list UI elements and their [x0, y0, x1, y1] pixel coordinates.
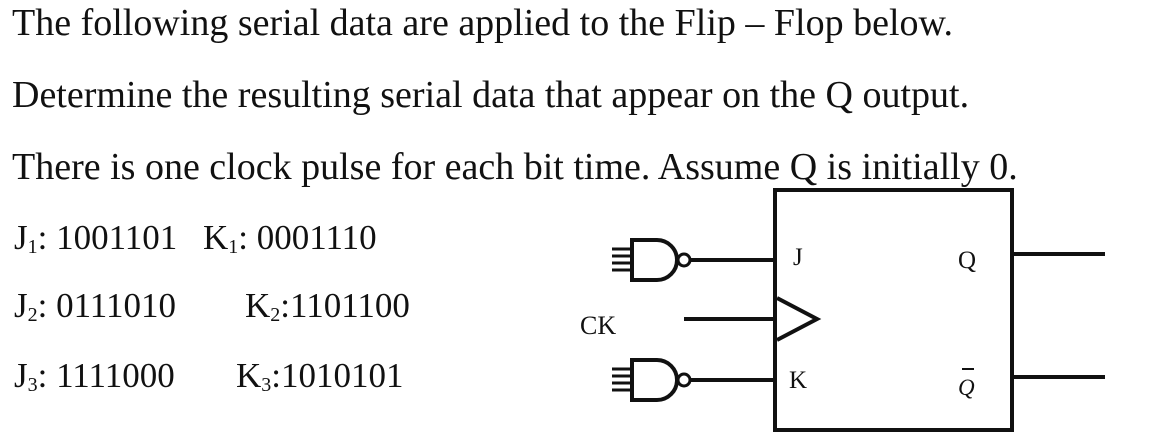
j3-subscript: 3	[27, 374, 38, 396]
j3-sequence: $J_3$: 1111000	[14, 356, 175, 396]
k3-value: 1010101	[281, 356, 404, 395]
j1-label: J	[14, 218, 28, 257]
clock-triangle	[777, 298, 817, 340]
j3-value: 1111000	[56, 356, 175, 395]
k1-sequence: $K_1$: 0001110	[203, 218, 377, 258]
k3-label: K	[236, 356, 262, 395]
ck-label: CK	[580, 311, 617, 340]
k1-value: 0001110	[256, 218, 377, 257]
k2-label: K	[245, 286, 271, 325]
k2-subscript: 2	[270, 304, 281, 326]
j-label: J	[793, 244, 803, 271]
problem-line-3: There is one clock pulse for each bit time. Assume Q is initially 0.	[12, 146, 1018, 188]
j1-sequence: $J_1$: 1001101	[14, 218, 178, 258]
k2-sequence: $K_2:1101100$	[245, 286, 410, 326]
j2-sequence: $J_2$: 0111010	[14, 286, 177, 326]
j2-subscript: 2	[27, 304, 38, 326]
j2-label: J	[14, 286, 28, 325]
nand-gate-j	[612, 240, 775, 280]
flipflop-box	[775, 190, 1012, 430]
problem-line-1: The following serial data are applied to the Flip – Flop below.	[12, 2, 953, 44]
j1-value: 1001101	[56, 218, 178, 257]
k1-label: K	[203, 218, 229, 257]
k1-subscript: 1	[228, 236, 239, 258]
j2-value: 0111010	[56, 286, 177, 325]
j3-label: J	[14, 356, 28, 395]
nand-gate-k	[612, 360, 775, 400]
k2-value: 1101100	[290, 286, 410, 325]
j1-subscript: 1	[27, 236, 38, 258]
k3-subscript: 3	[261, 374, 272, 396]
qbar-label: Q	[958, 375, 975, 400]
q-label: Q	[958, 247, 977, 274]
k3-sequence: $K_3:1010101$	[236, 356, 404, 396]
k-label: K	[789, 367, 808, 394]
problem-line-2: Determine the resulting serial data that appear on the Q output.	[12, 74, 970, 116]
